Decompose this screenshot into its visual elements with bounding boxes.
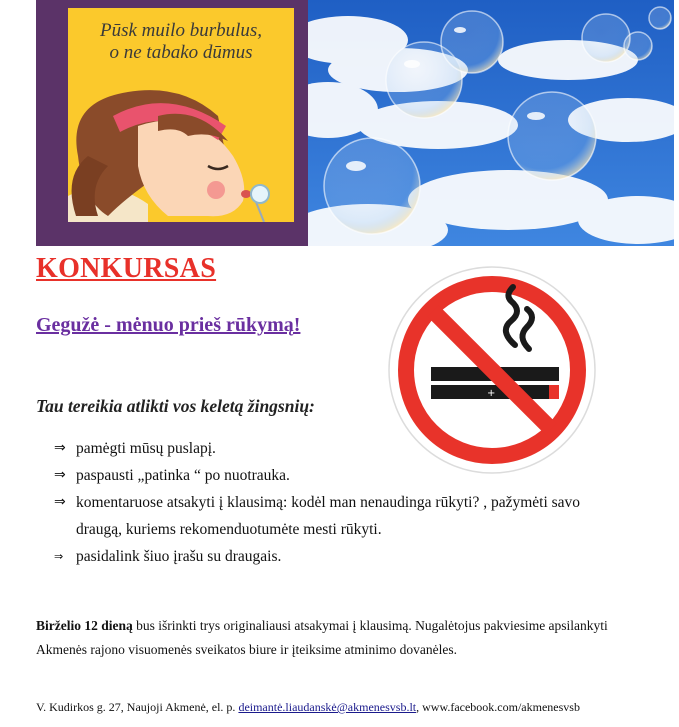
poster-caption — [68, 20, 294, 64]
arrow-icon: ⇒ — [54, 440, 66, 456]
bubbles-icon — [308, 0, 674, 246]
email-link[interactable]: deimantė.liaudanskė@akmenesvsb.lt — [238, 700, 417, 714]
poster-illustration — [68, 8, 294, 222]
list-item — [54, 543, 634, 570]
website-link[interactable]: www.facebook.com/akmenesvsb — [422, 700, 580, 714]
step-text-continuation: draugą, kuriems rekomenduotumėte mesti rūkyti. — [76, 521, 382, 538]
arrow-icon: ⇒ — [54, 467, 66, 483]
page-title: KONKURSAS — [36, 253, 217, 284]
step-text: paspausti „patinka “ po nuotrauka. — [76, 467, 290, 484]
step-text: komentaruose atsakyti į klausimą: kodėl man nenaudinga rūkyti? , pažymėti savo — [76, 494, 581, 511]
poster-caption-line1: Pūsk muilo burbulus, — [99, 20, 263, 41]
step-text: pamėgti mūsų puslapį. — [76, 440, 216, 457]
poster-frame — [36, 0, 308, 246]
deadline-date: Birželio 12 dieną — [36, 618, 133, 633]
svg-text:+: + — [487, 388, 496, 399]
footer-address: V. Kudirkos g. 27, Naujoji Akmenė, el. p. — [36, 700, 239, 714]
arrow-icon: ⇒ — [54, 494, 66, 510]
info-paragraph — [36, 614, 636, 662]
list-item — [54, 462, 634, 489]
list-item — [54, 489, 634, 543]
footer-contacts — [36, 700, 580, 715]
sky-bubbles-photo — [308, 0, 674, 246]
intro-text: Tau tereikia atlikti vos keletą žingsnių: — [36, 396, 315, 416]
footer-separator: , — [416, 700, 423, 714]
girl-blowing-bubble-icon — [68, 86, 294, 222]
poster-caption-line2: o ne tabako dūmus — [109, 42, 253, 63]
list-item — [54, 435, 634, 462]
subheading: Gegužė - mėnuo prieš rūkymą! — [36, 314, 301, 336]
steps-list — [54, 435, 634, 570]
info-text: bus išrinkti trys originaliausi atsakymai į klausimą. Nugalėtojus pakviesime apsilankyti Akmenės rajono visuomenės sveikatos biure ir įteiksime atminimo dovanėles. — [36, 618, 608, 657]
header-banner — [36, 0, 674, 246]
step-text: pasidalink šiuo įrašu su draugais. — [76, 548, 282, 565]
arrow-icon: ⇒ — [54, 550, 64, 563]
